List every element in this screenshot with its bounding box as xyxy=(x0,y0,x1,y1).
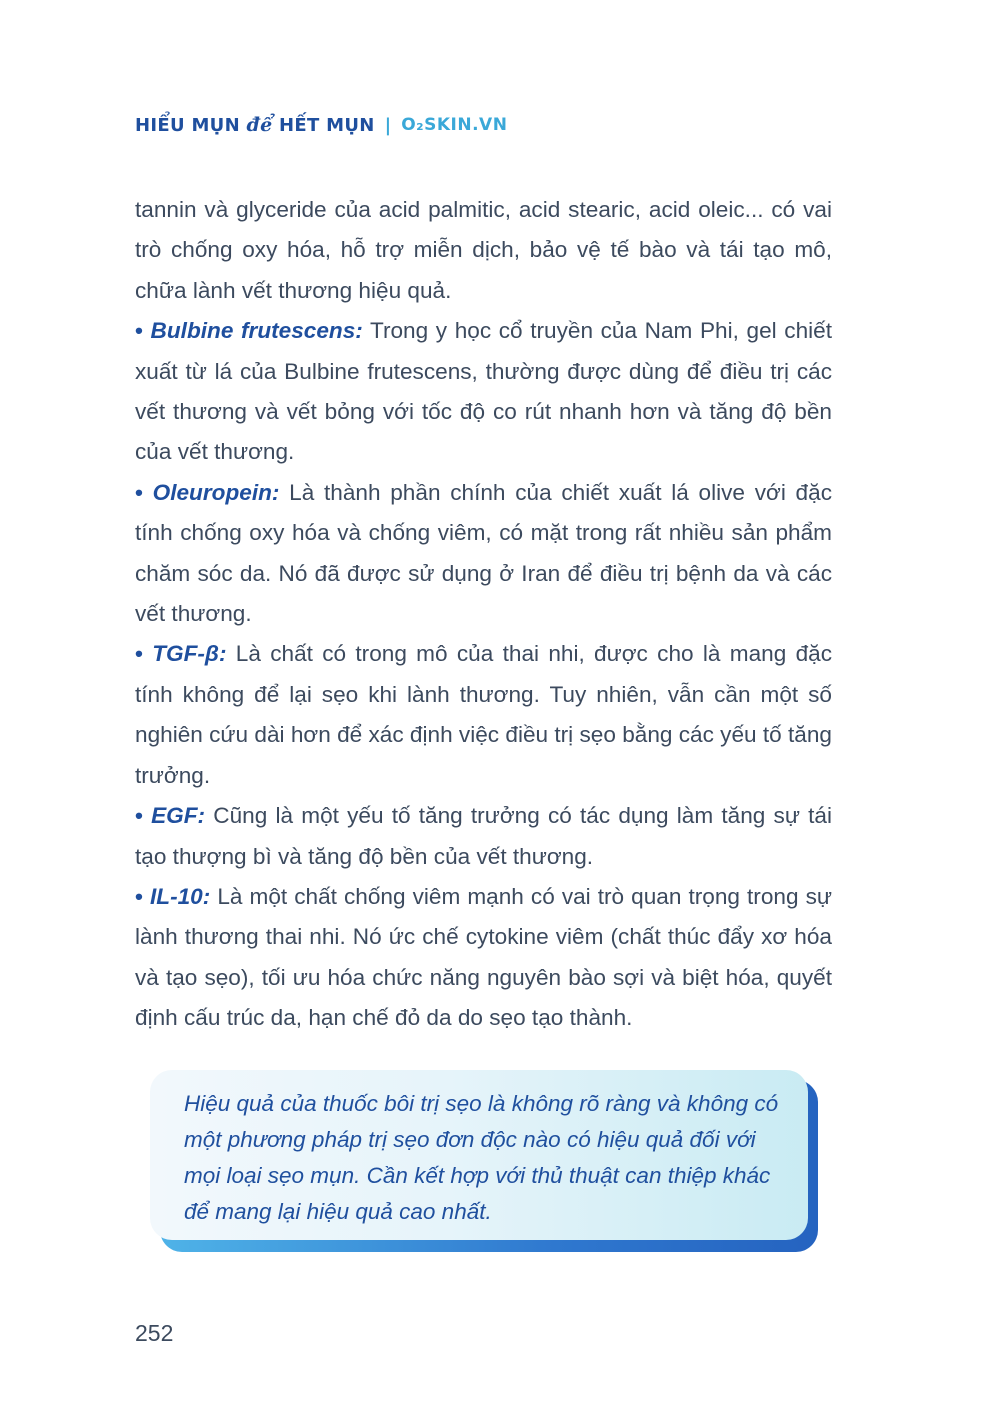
bullet-text: Là chất có trong mô của thai nhi, được cho là mang đặc tính không để lại sẹo khi lành thương. Tuy nhiên, vẫn cần một số nghiên cứu dài hơn để xác định việc điều trị sẹo bằng các yếu tố tăng trưởng. xyxy=(135,641,833,788)
callout-box xyxy=(150,1070,818,1252)
site-name: O₂SKIN.VN xyxy=(401,115,508,135)
bullet-term: Oleuropein: xyxy=(152,479,280,505)
running-header xyxy=(135,114,507,136)
bullet-item xyxy=(135,796,832,877)
bullet-item xyxy=(135,634,832,796)
page-number: 252 xyxy=(135,1320,174,1346)
book-title xyxy=(135,114,375,136)
bullet-term: EGF: xyxy=(151,803,206,829)
bullet-term: TGF-β: xyxy=(152,641,227,667)
bullet-marker: • xyxy=(135,641,143,667)
bullet-text: Là thành phần chính của chiết xuất lá olive với đặc tính chống oxy hóa và chống viêm, có mặt trong rất nhiều sản phẩm chăm sóc da. Nó đã được sử dụng ở Iran để điều trị bệnh da và các vết thương. xyxy=(135,479,832,627)
header-separator: | xyxy=(384,114,392,136)
callout-panel xyxy=(150,1070,808,1240)
book-title-part1: HIỂU MỤN xyxy=(135,115,247,136)
bullet-text: Cũng là một yếu tố tăng trưởng có tác dụng làm tăng sự tái tạo thượng bì và tăng độ bền của vết thương. xyxy=(135,803,832,869)
main-text xyxy=(135,190,832,1039)
book-title-part2: HẾT MỤN xyxy=(272,115,375,136)
bullet-item xyxy=(135,473,832,635)
book-title-de: để xyxy=(246,114,273,136)
bullet-item xyxy=(135,877,832,1039)
bullet-text: Là một chất chống viêm mạnh có vai trò quan trọng trong sự lành thương thai nhi. Nó ức chế cytokine viêm (chất thúc đẩy xơ hóa và tạo sẹo), tối ưu hóa chức năng nguyên bào sợi và biệt hóa, quyết định cấu trúc da, hạn chế đỏ da do sẹo tạo thành. xyxy=(135,883,833,1031)
bullet-marker: • xyxy=(135,318,143,344)
bullet-term: IL-10: xyxy=(149,883,211,909)
callout-text: Hiệu quả của thuốc bôi trị sẹo là không rõ ràng và không có một phương pháp trị sẹo đơn độc nào có hiệu quả đối với mọi loại sẹo mụn. Cần kết hợp với thủ thuật can thiệp khác để mang lại hiệu quả cao nhất. xyxy=(184,1091,779,1224)
intro-paragraph: tannin và glyceride của acid palmitic, acid stearic, acid oleic... có vai trò chống oxy hóa, hỗ trợ miễn dịch, bảo vệ tế bào và tái tạo mô, chữa lành vết thương hiệu quả. xyxy=(135,197,832,303)
bullet-marker: • xyxy=(135,803,143,829)
bullet-term: Bulbine frutescens: xyxy=(150,318,363,344)
bullet-marker: • xyxy=(135,883,143,909)
bullet-text: Trong y học cổ truyền của Nam Phi, gel chiết xuất từ lá của Bulbine frutescens, thường được dùng để điều trị các vết thương và vết bỏng với tốc độ co rút nhanh hơn và tăng độ bền của vết thương. xyxy=(135,318,832,465)
bullet-marker: • xyxy=(135,479,143,505)
bullet-item xyxy=(135,311,832,473)
